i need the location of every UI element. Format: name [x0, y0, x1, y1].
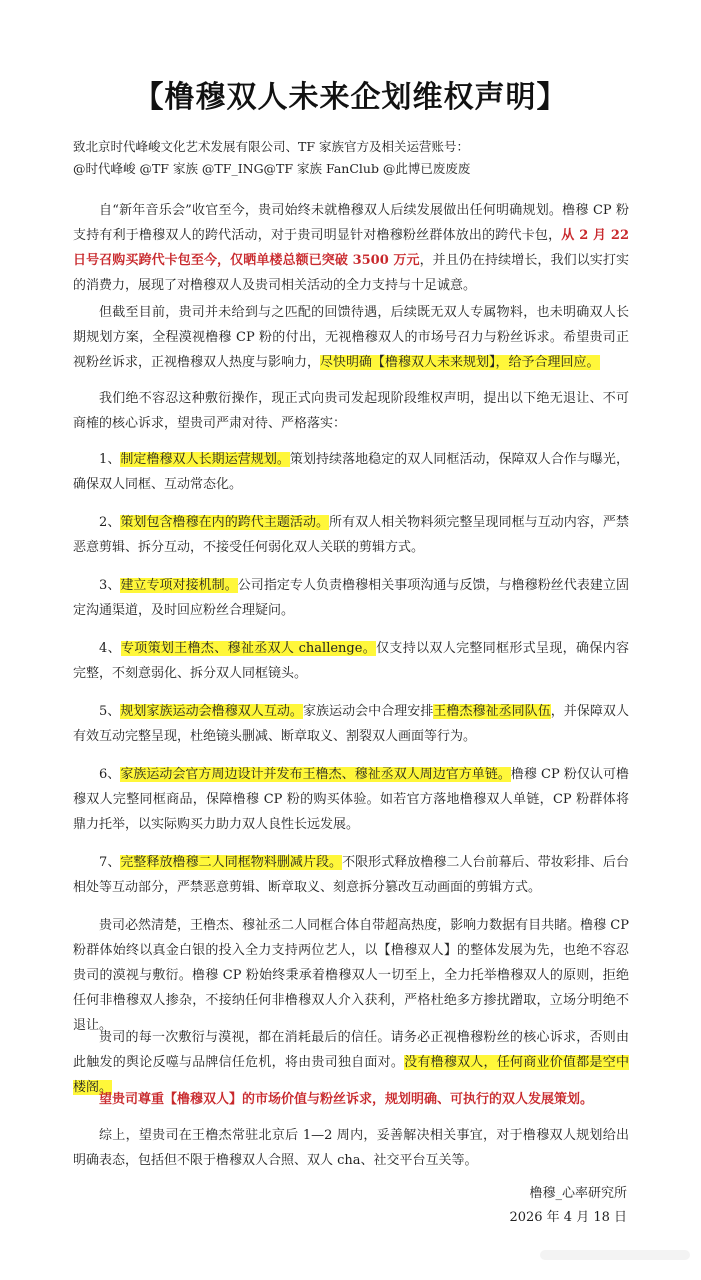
addressee-accounts: @时代峰峻 @TF 家族 @TF_ING@TF 家族 FanClub @此博已废废废	[73, 161, 471, 176]
paragraph-4: 贵司必然清楚，王橹杰、穆祉丞二人同框合体自带超高热度，影响力数据有目共睹。橹穆 CP 粉群体始终以真金白银的投入全力支持两位艺人，以【橹穆双人】的整体发展为先，也绝不容忍贵司的漠视与敷衍。橹穆 CP 粉始终秉承着橹穆双人一切至上，全力托举橹穆双人的原则，拒绝任何非橹穆双人掺杂，不接纳任何非橹穆双人介入获利，严格杜绝多方掺扰蹭取，立场分明绝不退让。	[73, 918, 629, 1033]
signature: 橹穆_心率研究所	[529, 1186, 627, 1201]
demand-item-4: 4、专项策划王橹杰、穆祉丞双人 challenge。仅支持以双人完整同框形式呈现，确保内容完整，不刻意弱化、拆分双人同框镜头。	[73, 641, 629, 681]
paragraph-3: 我们绝不容忍这种敷衍操作，现正式向贵司发起现阶段维权声明，提出以下绝无退让、不可商榷的核心诉求，望贵司严肃对待、严格落实：	[73, 391, 629, 431]
demand-item-5: 5、规划家族运动会橹穆双人互动。家族运动会中合理安排王橹杰穆祉丞同队伍，并保障双人有效互动完整呈现，杜绝镜头删减、断章取义、割裂双人画面等行为。	[73, 704, 629, 744]
red-appeal: 望贵司尊重【橹穆双人】的市场价值与粉丝诉求，规划明确、可执行的双人发展策划。	[99, 1092, 594, 1107]
paragraph-1: 自“新年音乐会”收官至今，贵司始终未就橹穆双人后续发展做出任何明确规划。橹穆 CP 粉支持有利于橹穆双人的跨代活动，对于贵司明显针对橹穆粉丝群体放出的跨代卡包，从 2 月 22 日号召购买跨代卡包至今，仅晒单楼总额已突破 3500 万元，并且仍在持续增长，我们以实打实的消费力，展现了对橹穆双人及贵司相关活动的全力支持与十足诚意。	[73, 203, 629, 293]
document-title: 【橹穆双人未来企划维权声明】	[133, 80, 568, 115]
highlight: 尽快明确【橹穆双人未来规划】，给予合理回应。	[320, 355, 600, 370]
paragraph-7: 综上，望贵司在王橹杰常驻北京后 1—2 周内，妥善解决相关事宜，对于橹穆双人规划给出明确表态，包括但不限于橹穆双人合照、双人 cha、社交平台互关等。	[73, 1128, 629, 1168]
demand-item-3: 3、建立专项对接机制。公司指定专人负责橹穆相关事项沟通与反馈，与橹穆粉丝代表建立固定沟通渠道，及时回应粉丝合理疑问。	[73, 578, 629, 618]
demand-item-7: 7、完整释放橹穆二人同框物料删减片段。不限形式释放橹穆二人台前幕后、带妆彩排、后台相处等互动部分，严禁恶意剪辑、断章取义、刻意拆分篡改互动画面的剪辑方式。	[73, 855, 629, 895]
paragraph-2: 但截至目前，贵司并未给到与之匹配的回馈待遇，后续既无双人专属物料，也未明确双人长期规划方案，全程漠视橹穆 CP 粉的付出，无视橹穆双人的市场号召力与粉丝诉求。希望贵司正视粉丝诉求，正视橹穆双人热度与影响力，尽快明确【橹穆双人未来规划】，给予合理回应。	[73, 305, 629, 370]
demand-item-2: 2、策划包含橹穆在内的跨代主题活动。所有双人相关物料须完整呈现同框与互动内容，严禁恶意剪辑、拆分互动，不接受任何弱化双人关联的剪辑方式。	[73, 515, 629, 555]
red-emphasis: 从 2 月 22 日号召购买跨代卡包至今，仅晒单楼总额已突破 3500 万元	[73, 228, 629, 268]
demand-item-6: 6、家族运动会官方周边设计并发布王橹杰、穆祉丞双人周边官方单链。橹穆 CP 粉仅认可橹穆双人完整同框商品，保障橹穆 CP 粉的购买体验。如若官方落地橹穆双人单链，CP 粉群体将鼎力托举，以实际购买力助力双人良性长远发展。	[73, 767, 629, 832]
addressee-line: 致北京时代峰峻文化艺术发展有限公司、TF 家族官方及相关运营账号：	[73, 139, 469, 154]
watermark	[540, 1250, 690, 1260]
date: 2026 年 4 月 18 日	[509, 1210, 627, 1225]
demand-item-1: 1、制定橹穆双人长期运营规划。策划持续落地稳定的双人同框活动，保障双人合作与曝光，确保双人同框、互动常态化。	[73, 452, 629, 492]
paragraph-5: 贵司的每一次敷衍与漠视，都在消耗最后的信任。请务必正视橹穆粉丝的核心诉求，否则由此触发的舆论反噬与品牌信任危机，将由贵司独自面对。没有橹穆双人，任何商业价值都是空中楼阁。	[73, 1030, 629, 1095]
